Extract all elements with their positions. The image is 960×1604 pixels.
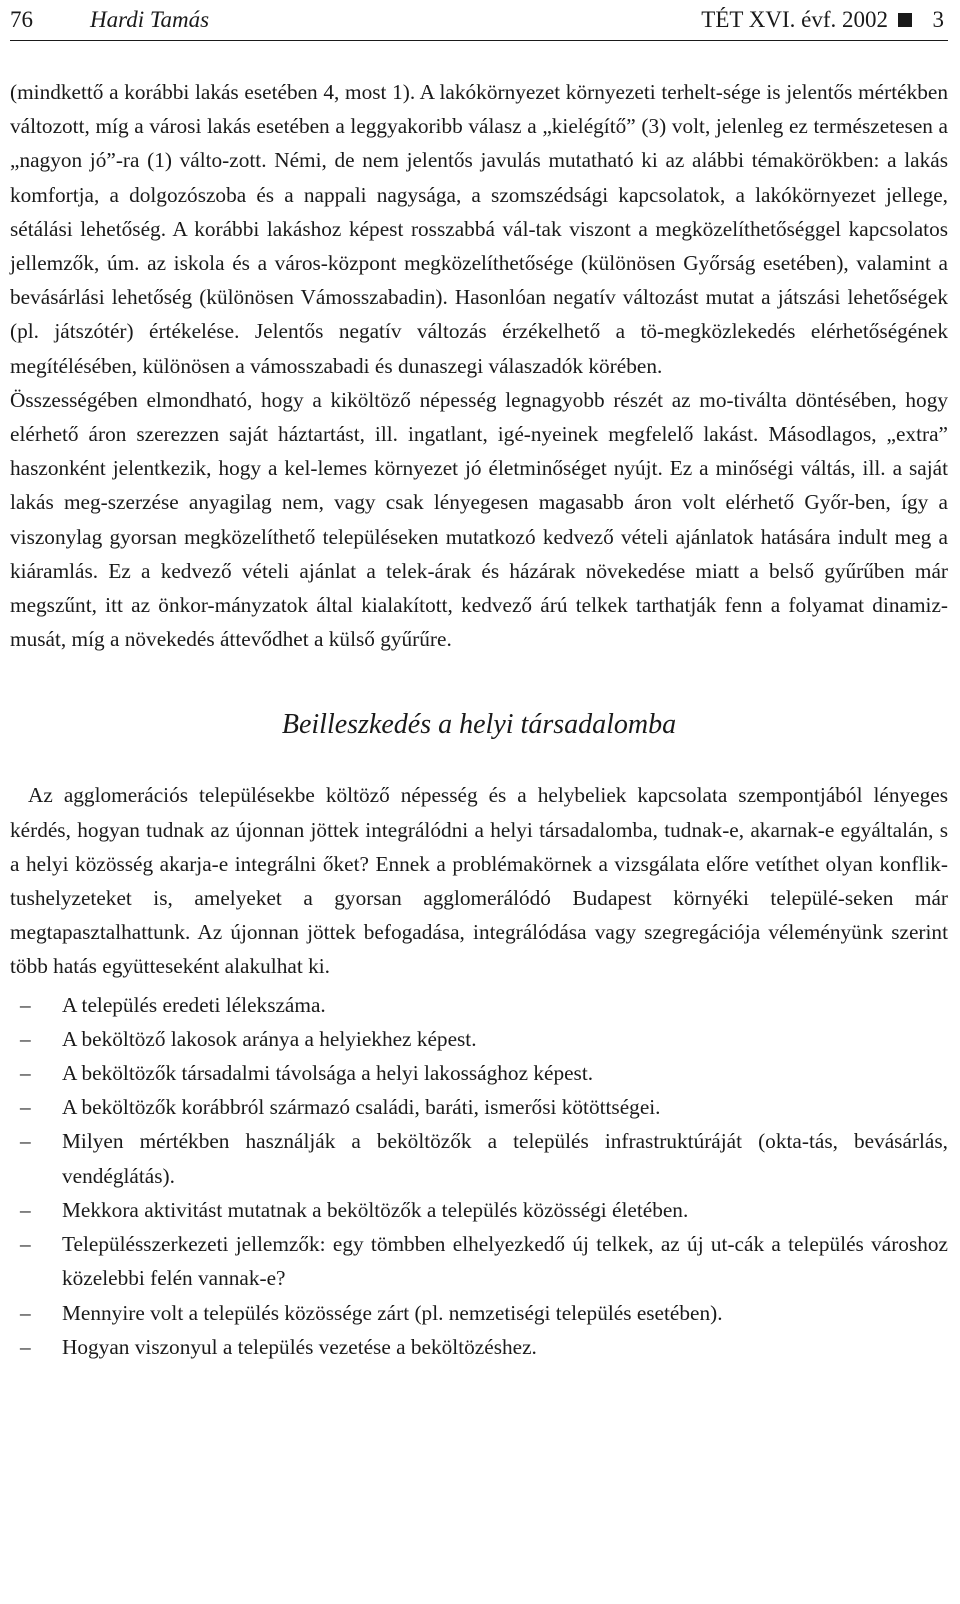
list-item bbox=[10, 1193, 948, 1227]
list-item-text: Mennyire volt a település közössége zárt (pl. nemzetiségi település esetében). bbox=[62, 1300, 723, 1325]
section-title: Beilleszkedés a helyi társadalomba bbox=[281, 709, 677, 741]
list-item bbox=[10, 1090, 948, 1124]
running-header bbox=[10, 0, 948, 41]
document-page bbox=[10, 0, 948, 1364]
list-item bbox=[10, 1330, 948, 1364]
dash-icon: – bbox=[20, 1129, 31, 1154]
dash-icon: – bbox=[20, 1026, 31, 1051]
list-item bbox=[10, 1124, 948, 1192]
list-item-text: Milyen mértékben használják a beköltözők a település infrastruktúráját (okta-tás, bevásárlás, vendéglátás). bbox=[62, 1129, 948, 1188]
dash-icon: – bbox=[20, 992, 31, 1017]
body-text bbox=[10, 75, 948, 1364]
list-item-text: A település eredeti lélekszáma. bbox=[62, 992, 326, 1017]
paragraph-1: (mindkettő a korábbi lakás esetében 4, most 1). A lakókörnyezet környezeti terhelt-sége is jelentős mértékben változott, míg a városi lakás esetében a leggyakoribb válasz a „kielégítő” (3) volt, jelenleg ez természetesen a „nagyon jó”-ra (1) válto-zott. Némi, de nem jelentős javulás mutatható ki az alábbi témakörökben: a lakás komfortja, a dolgozószoba és a nappali nagysága, a szomszédsági kapcsolatok, a lakókörnyezet jellege, sétálási lehetőség. A korábbi lakáshoz képest rosszabbá vál-tak viszont a megközelíthetőséggel kapcsolatos jellemzők, úm. az iskola és a város-központ megközelíthetősége (különösen Győrság esetében), valamint a bevásárlási lehetőség (különösen Vámosszabadin). Hasonlóan negatív változást mutat a játszási lehetőségek (pl. játszótér) értékelése. Jelentős negatív változás érzékelhető a tö-megközlekedés elérhetőségének megítélésében, különösen a vámosszabadi és dunaszegi válaszadók körében. bbox=[10, 80, 948, 378]
page-number: 76 bbox=[10, 7, 33, 32]
list-item bbox=[10, 1296, 948, 1330]
paragraph-3: Az agglomerációs településekbe költöző népesség és a helybeliek kapcsolata szempontjából lényeges kérdés, hogyan tudnak az újonnan jöttek integrálódni a helyi társadalomba, tudnak-e, akarnak-e egyáltalán, s a helyi közösség akarja-e integrálni őket? Ennek a problémakörnek a vizsgálata előre vetíthet olyan konflik-tushelyzeteket is, amelyeket a gyorsan agglomerálódó Budapest környéki települé-seken már megtapasztalhattunk. Az újonnan jöttek befogadása, integrálódása vagy szegregációja véleményünk szerint több hatás együtteseként alakulhat ki. bbox=[10, 783, 948, 979]
list-item-text: Mekkora aktivitást mutatnak a beköltözők a település közösségi életében. bbox=[62, 1197, 689, 1222]
paragraph-2: Összességében elmondható, hogy a kiköltöző népesség legnagyobb részét az mo-tiválta döntésében, hogy elérhető áron szerezzen saját háztartást, ill. ingatlant, igé-nyeinek megfelelő lakást. Másodlagos, „extra” haszonként jelentkezik, hogy a kel-lemes környezet jó életminőséget nyújt. Ez a minőségi váltás, ill. a saját lakás meg-szerzése anyagilag nem, vagy csak lényegesen magasabb áron volt elérhető Győr-ben, így a viszonylag gyorsan megközelíthető településeken mutatkozó kedvező vételi ajánlatok hatására indult meg a kiáramlás. Ez a kedvező vételi ajánlat a telek-árak és házárak növekedése miatt a belső gyűrűben már megszűnt, itt az önkor-mányzatok által kialakított, kedvező árú telkek tarthatják fenn a folyamat dinamiz-musát, míg a növekedés áttevődhet a külső gyűrűre. bbox=[10, 387, 948, 652]
list-item-text: Településszerkezeti jellemzők: egy tömbben elhelyezkedő új telkek, az új ut-cák a település városhoz közelebbi felén vannak-e? bbox=[62, 1232, 948, 1291]
running-header-issue: 3 bbox=[932, 7, 944, 32]
dash-icon: – bbox=[20, 1334, 31, 1359]
dash-icon: – bbox=[20, 1095, 31, 1120]
list-item-text: Hogyan viszonyul a település vezetése a beköltözéshez. bbox=[62, 1334, 537, 1359]
list-item bbox=[10, 1022, 948, 1056]
dash-icon: – bbox=[20, 1300, 31, 1325]
square-bullet-icon bbox=[898, 13, 912, 27]
running-header-author: Hardi Tamás bbox=[90, 7, 210, 32]
dash-icon: – bbox=[20, 1197, 31, 1222]
list-item bbox=[10, 1056, 948, 1090]
list-item-text: A beköltözők korábbról származó családi, baráti, ismerősi kötöttségei. bbox=[62, 1095, 661, 1120]
list-item bbox=[10, 988, 948, 1022]
list-item-text: A beköltözők társadalmi távolsága a helyi lakossághoz képest. bbox=[62, 1061, 594, 1086]
list-item bbox=[10, 1227, 948, 1295]
running-header-journal: TÉT XVI. évf. 2002 bbox=[701, 7, 888, 32]
question-list bbox=[10, 988, 948, 1364]
dash-icon: – bbox=[20, 1061, 31, 1086]
list-item-text: A beköltöző lakosok aránya a helyiekhez képest. bbox=[62, 1026, 477, 1051]
dash-icon: – bbox=[20, 1232, 31, 1257]
